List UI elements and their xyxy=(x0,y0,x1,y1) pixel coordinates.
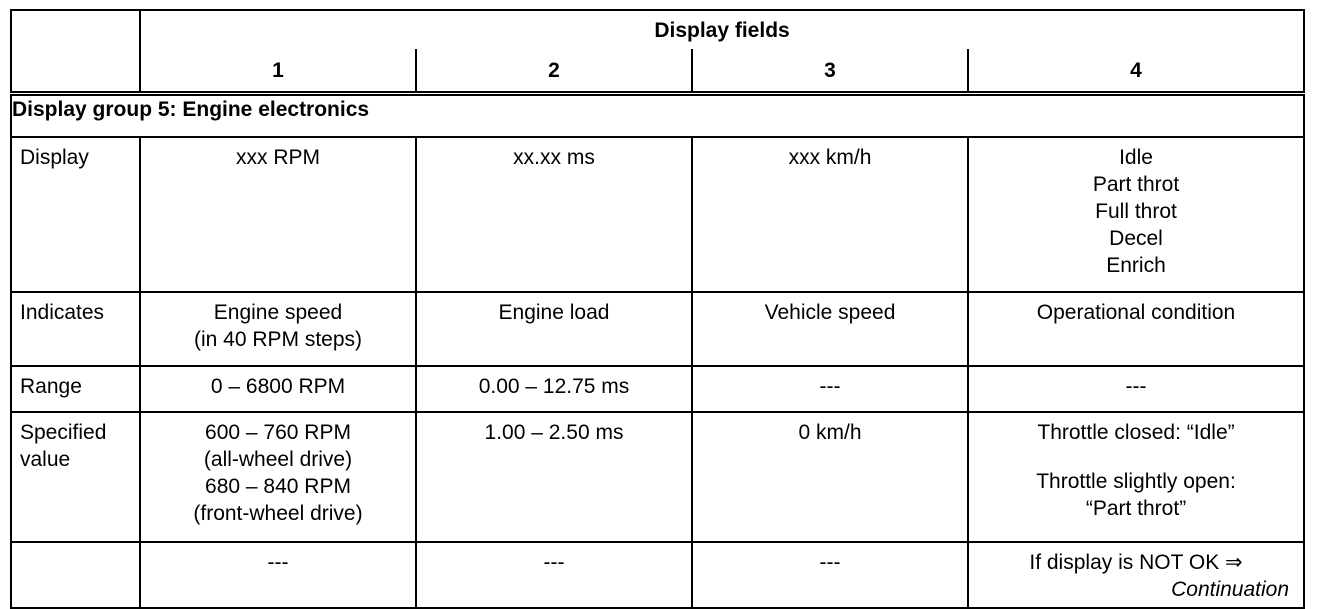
row-label-range: Range xyxy=(11,366,140,412)
range-field-4: --- xyxy=(968,366,1304,412)
specified-throttle-open-value: “Part throt” xyxy=(1085,497,1187,520)
table-row-indicates xyxy=(11,292,1304,366)
row-label-specified-line-2: value xyxy=(20,448,71,471)
row-label-action xyxy=(11,542,140,608)
action-field-1: --- xyxy=(140,542,416,608)
header-title: Display fields xyxy=(140,10,1304,49)
specified-throttle-closed: Throttle closed: “Idle” xyxy=(1037,421,1235,444)
table-row-display xyxy=(11,137,1304,292)
range-field-1: 0 – 6800 RPM xyxy=(140,366,416,412)
display-option-full-throt: Full throt xyxy=(1095,200,1177,223)
specified-fwd-note: (front-wheel drive) xyxy=(193,502,363,525)
specified-awd-range: 600 – 760 RPM xyxy=(205,421,351,444)
display-option-enrich: Enrich xyxy=(1106,254,1166,277)
row-label-specified-line-1: Specified xyxy=(20,421,107,444)
specified-fwd-range: 680 – 840 RPM xyxy=(205,475,351,498)
continuation-link[interactable]: Continuation xyxy=(1171,578,1290,601)
display-option-part-throt: Part throt xyxy=(1092,173,1180,196)
display-group-table xyxy=(10,9,1305,609)
display-option-idle: Idle xyxy=(1119,146,1153,169)
action-field-4 xyxy=(968,542,1304,608)
specified-awd-note: (all-wheel drive) xyxy=(203,448,353,471)
range-field-3: --- xyxy=(692,366,968,412)
field-number-3: 3 xyxy=(692,49,968,94)
display-field-2: xx.xx ms xyxy=(416,137,692,292)
header-corner-cell xyxy=(11,10,140,94)
row-label-indicates: Indicates xyxy=(11,292,140,366)
action-not-ok-text: If display is NOT OK ⇒ xyxy=(1029,551,1243,574)
display-field-1: xxx RPM xyxy=(140,137,416,292)
specified-field-3: 0 km/h xyxy=(692,412,968,542)
table-row-specified-value xyxy=(11,412,1304,542)
indicates-field-4: Operational condition xyxy=(968,292,1304,366)
specified-field-2: 1.00 – 2.50 ms xyxy=(416,412,692,542)
indicates-field-1 xyxy=(140,292,416,366)
display-option-decel: Decel xyxy=(1109,227,1163,250)
row-label-specified-value xyxy=(11,412,140,542)
action-field-3: --- xyxy=(692,542,968,608)
field-number-1: 1 xyxy=(140,49,416,94)
specified-throttle-open: Throttle slightly open: xyxy=(1036,470,1236,493)
action-field-2: --- xyxy=(416,542,692,608)
indicates-field-2: Engine load xyxy=(416,292,692,366)
table-row-action xyxy=(11,542,1304,608)
indicates-field-1-line-1: Engine speed xyxy=(213,301,343,324)
row-label-display: Display xyxy=(11,137,140,292)
display-field-4 xyxy=(968,137,1304,292)
field-number-4: 4 xyxy=(968,49,1304,94)
specified-field-4 xyxy=(968,412,1304,542)
range-field-2: 0.00 – 12.75 ms xyxy=(416,366,692,412)
field-number-2: 2 xyxy=(416,49,692,94)
indicates-field-1-line-2: (in 40 RPM steps) xyxy=(193,328,363,351)
indicates-field-3: Vehicle speed xyxy=(692,292,968,366)
group-title: Display group 5: Engine electronics xyxy=(11,94,1304,138)
table-row-range xyxy=(11,366,1304,412)
spacer xyxy=(969,446,1303,468)
display-field-3: xxx km/h xyxy=(692,137,968,292)
specified-field-1 xyxy=(140,412,416,542)
